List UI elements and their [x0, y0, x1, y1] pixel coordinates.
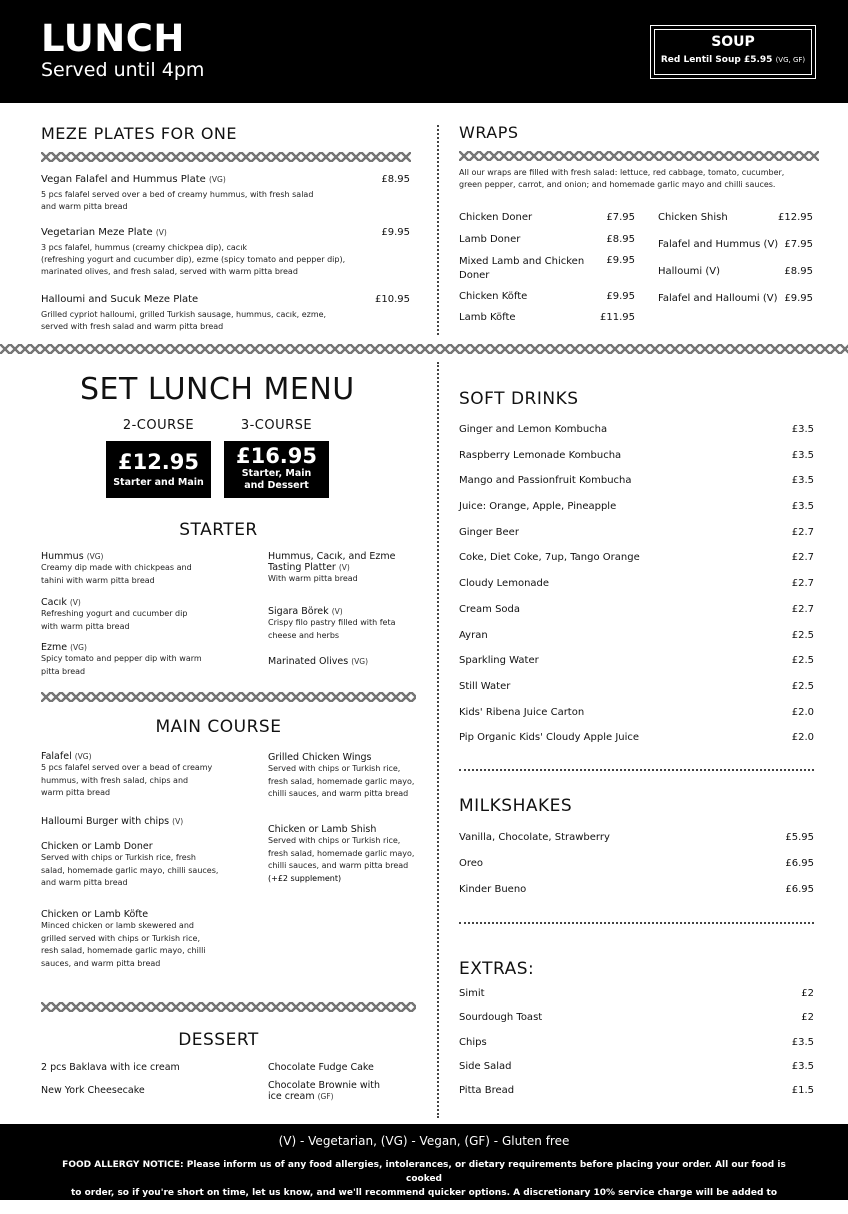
wrap-name: Halloumi (V)	[658, 266, 721, 277]
set-lunch-title: SET LUNCH MENU	[80, 372, 355, 407]
wrap-name: Mixed Lamb and Chicken Doner	[459, 256, 585, 281]
three-course-label: 3-COURSE	[240, 418, 313, 433]
drink-row: Sparkling Water £2.5	[459, 655, 814, 667]
allergy-notice-line-2: to order, so if you're short on time, let us know, and we'll recommend quicker options. A discretionary 10% service charge will be added to your bill.	[70, 1188, 778, 1212]
three-course-price: £16.95	[235, 444, 318, 468]
starter-item: Cacık (V) Refreshing yogurt and cucumber dip with warm pitta bread	[41, 597, 188, 631]
wrap-price: £8.95	[606, 234, 635, 245]
drink-row: Mango and Passionfruit Kombucha £3.5	[459, 475, 814, 487]
starter-item: Hummus (VG) Creamy dip made with chickpeas and tahini with warm pitta bread	[41, 551, 192, 585]
meze-title: MEZE PLATES FOR ONE	[41, 124, 237, 143]
soup-tags: (VG, GF)	[775, 56, 806, 64]
drink-row: Ayran £2.5	[459, 629, 814, 641]
drink-row: Cream Soda £2.7	[459, 603, 814, 615]
starter-diamond-divider	[41, 692, 416, 702]
wraps-title: WRAPS	[459, 123, 519, 142]
soft-drinks-divider	[459, 769, 814, 771]
extras-title: EXTRAS:	[459, 959, 535, 979]
wrap-name: Chicken Shish	[658, 212, 728, 223]
meze-item-name: Vegan Falafel and Hummus Plate (VG)	[41, 174, 226, 185]
starter-item: Ezme (VG) Spicy tomato and pepper dip with warm pitta bread	[41, 642, 202, 676]
wrap-price: £11.95	[600, 312, 635, 323]
page-subtitle: Served until 4pm	[41, 59, 205, 81]
bottom-column-divider	[437, 362, 439, 1118]
starter-item: Sigara Börek (V) Crispy filo pastry filled with feta cheese and herbs	[268, 606, 396, 640]
starter-item: Hummus, Cacık, and Ezme Tasting Platter (V) With warm pitta bread	[268, 551, 396, 583]
meze-item-desc: Grilled cypriot halloumi, grilled Turkish sausage, hummus, cacık, ezme, served with fresh salad and warm pitta bread	[41, 310, 327, 331]
soft-drinks-title: SOFT DRINKS	[459, 389, 579, 409]
meze-diamond-divider	[41, 152, 411, 162]
extra-row: Simit £2	[459, 988, 814, 999]
meze-item-name: Halloumi and Sucuk Meze Plate	[41, 294, 199, 305]
wrap-price: £12.95	[778, 212, 813, 223]
soup-text	[650, 55, 816, 65]
dessert-item: Chocolate Brownie with ice cream (GF)	[268, 1080, 381, 1102]
milkshake-row: Kinder Bueno £6.95	[459, 884, 814, 895]
extra-row: Pitta Bread £1.5	[459, 1085, 814, 1097]
wrap-price: £9.95	[606, 291, 635, 302]
extra-row: Side Salad £3.5	[459, 1060, 814, 1072]
three-course-price-box	[224, 441, 329, 498]
wrap-name: Falafel and Hummus (V)	[658, 239, 779, 250]
meze-item-desc: 3 pcs falafel, hummus (creamy chickpea dip), cacık (refreshing yogurt and cucumber dip), ezme (spicy tomato and pepper dip), marinated olives, and fresh salad, served with warm pitta bread	[41, 243, 346, 276]
drink-row: Cloudy Lemonade £2.7	[459, 578, 814, 590]
drink-row: Ginger and Lemon Kombucha £3.5	[459, 424, 814, 435]
milkshake-row: Vanilla, Chocolate, Strawberry £5.95	[459, 832, 814, 843]
starter-item: Marinated Olives (VG)	[268, 656, 369, 667]
dessert-item: New York Cheesecake	[41, 1085, 145, 1096]
drink-row: Still Water £2.5	[459, 680, 814, 692]
two-course-desc: Starter and Main	[113, 477, 204, 488]
starter-title: STARTER	[179, 520, 258, 540]
meze-item-price: £9.95	[381, 227, 410, 238]
two-course-price: £12.95	[117, 450, 200, 474]
main-item: Chicken or Lamb Shish Served with chips or Turkish rice, fresh salad, homemade garlic mayo, chilli sauces, and warm pitta bread (+£2 supplement)	[268, 824, 415, 883]
two-course-label: 2-COURSE	[122, 418, 195, 433]
extras-list	[459, 988, 814, 1109]
drink-row: Raspberry Lemonade Kombucha £3.5	[459, 449, 814, 461]
dessert-item: Chocolate Fudge Cake	[268, 1062, 374, 1073]
wrap-price: £8.95	[784, 266, 813, 277]
diet-legend: (V) - Vegetarian, (VG) - Vegan, (GF) - Gluten free	[278, 1134, 570, 1148]
page-title: LUNCH	[41, 17, 185, 60]
allergy-notice	[60, 1158, 788, 1214]
soft-drinks-list	[459, 424, 814, 758]
drink-row: Kids' Ribena Juice Carton £2.0	[459, 706, 814, 718]
wrap-name: Chicken Doner	[459, 212, 533, 223]
extra-row: Sourdough Toast £2	[459, 1012, 814, 1024]
wrap-name: Chicken Köfte	[459, 291, 528, 302]
meze-item-desc: 5 pcs falafel served over a bed of creamy hummus, with fresh salad and warm pitta bread	[41, 190, 314, 211]
meze-item-price: £8.95	[381, 174, 410, 185]
meze-item-price: £10.95	[375, 294, 410, 305]
wrap-name: Falafel and Halloumi (V)	[658, 293, 778, 304]
wraps-diamond-divider	[459, 151, 819, 161]
drink-row: Ginger Beer £2.7	[459, 526, 814, 538]
soup-item: Red Lentil Soup £5.95	[660, 55, 773, 65]
milkshake-row: Oreo £6.95	[459, 858, 814, 869]
mid-diamond-divider	[0, 344, 848, 354]
wrap-name: Lamb Köfte	[459, 312, 516, 323]
main-item: Chicken or Lamb Doner Served with chips or Turkish rice, fresh salad, homemade garlic mayo, chilli sauces, and warm pitta bread	[41, 841, 219, 887]
main-item: Grilled Chicken Wings Served with chips or Turkish rice, fresh salad, homemade garlic mayo, chilli sauces, and warm pitta bread	[268, 752, 415, 798]
drink-row: Pip Organic Kids' Cloudy Apple Juice £2.0	[459, 732, 814, 744]
top-column-divider	[437, 125, 439, 335]
dessert-title: DESSERT	[178, 1030, 259, 1050]
main-item: Halloumi Burger with chips (V)	[41, 816, 184, 827]
dessert-item: 2 pcs Baklava with ice cream	[41, 1062, 180, 1073]
milkshakes-list	[459, 832, 814, 910]
main-course-title: MAIN COURSE	[155, 717, 282, 737]
main-item: Falafel (VG) 5 pcs falafel served over a bead of creamy hummus, with fresh salad, chips and warm pitta bread	[41, 751, 213, 797]
soup-title: SOUP	[711, 34, 755, 50]
allergy-notice-line-1: FOOD ALLERGY NOTICE: Please inform us of any food allergies, intolerances, or dietary requirements before placing your order. All our food is cooked	[62, 1160, 786, 1184]
three-course-desc-1: Starter, Main	[241, 468, 312, 479]
milkshakes-title: MILKSHAKES	[459, 796, 573, 816]
wrap-price: £9.95	[606, 255, 635, 266]
main-item: Chicken or Lamb Köfte Minced chicken or lamb skewered and grilled served with chips or Turkish rice, resh salad, homemade garlic mayo, chilli sauces, and warm pitta bread	[41, 909, 206, 968]
wrap-price: £7.95	[606, 212, 635, 223]
milkshakes-divider	[459, 922, 814, 924]
meze-item-name: Vegetarian Meze Plate (V)	[41, 227, 167, 238]
wrap-name: Lamb Doner	[459, 234, 521, 245]
three-course-desc-2: and Dessert	[244, 480, 309, 491]
drink-row: Coke, Diet Coke, 7up, Tango Orange £2.7	[459, 552, 814, 564]
wrap-price: £9.95	[784, 293, 813, 304]
wraps-intro: All our wraps are filled with fresh salad: lettuce, red cabbage, tomato, cucumber, green pepper, carrot, and onion; and homemade garlic mayo and chilli sauces.	[459, 168, 785, 189]
two-course-price-box	[106, 441, 211, 498]
main-diamond-divider	[41, 1002, 416, 1012]
drink-row: Juice: Orange, Apple, Pineapple £3.5	[459, 501, 814, 513]
wrap-price: £7.95	[784, 239, 813, 250]
extra-row: Chips £3.5	[459, 1036, 814, 1048]
